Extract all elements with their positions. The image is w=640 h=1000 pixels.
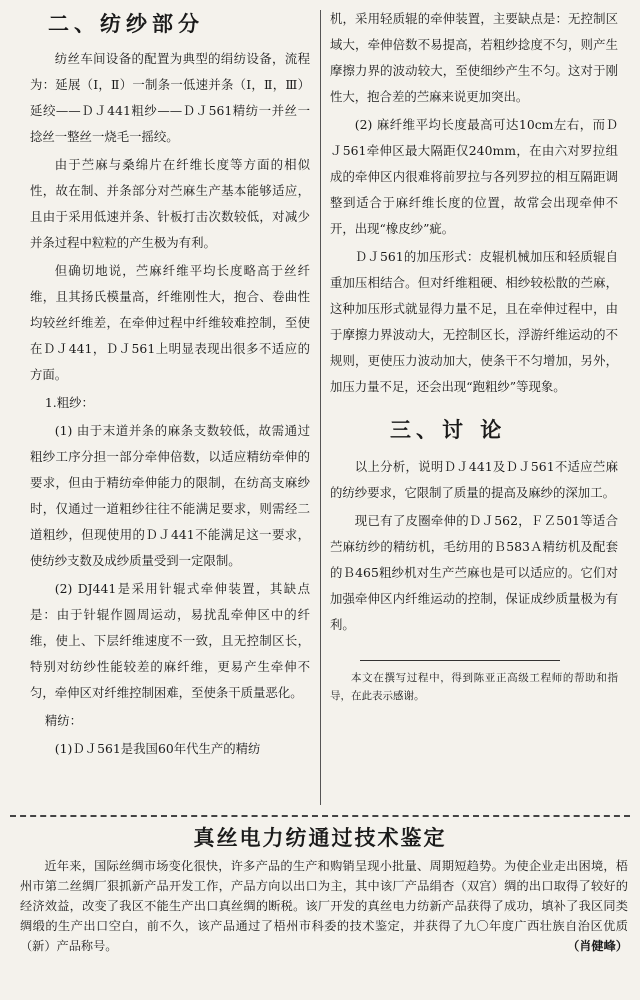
section-heading-spinning: 二、纺纱部分 bbox=[48, 11, 204, 36]
byline: （肖健峰） bbox=[567, 939, 628, 953]
left-column bbox=[30, 6, 310, 764]
paragraph: (2) DJ441是采用针辊式牵伸装置，其缺点是：由于针辊作圆周运动，易扰乱牵伸区中的纤维，使上、下层纤维速度不一致，且无控制区长，特别对纺纱性能较差的麻纤维，更易产生牵伸不匀，牵伸区对纤维控制困难，至使条干质量恶化。 bbox=[30, 581, 310, 700]
subheading-roving: 1.粗纱： bbox=[44, 395, 94, 410]
right-column bbox=[330, 6, 618, 705]
subheading-fine-spinning: 精纺： bbox=[44, 713, 83, 728]
paragraph: 以上分析，说明ＤＪ441及ＤＪ561不适应苎麻的纺纱要求，它限制了质量的提高及麻纱的深加工。 bbox=[330, 459, 618, 500]
paragraph: 纺丝车间设备的配置为典型的绢纺设备，流程为：延展（Ⅰ，Ⅱ）一制条一低速并条（Ⅰ，Ⅱ，Ⅲ）延绞——ＤＪ441粗纱——ＤＪ561精纺一并丝一捻丝一整丝一烧毛一摇绞。 bbox=[30, 51, 310, 144]
paragraph: 现已有了皮圈牵伸的ＤＪ562，ＦＺ501等适合苎麻纺纱的精纺机，毛纺用的Ｂ583Ａ精纺机及配套的Ｂ465粗纱机对生产苎麻也是可以适应的。它们对加强牵伸区内纤维运动的控制，保证成纱质量极为有利。 bbox=[330, 513, 618, 632]
paragraph: 由于苎麻与桑绵片在纤维长度等方面的相似性，故在制、并条部分对苎麻生产基本能够适应，且由于采用低速并条、针板打击次数较低，对减少并条过程中粒粒的产生极为有利。 bbox=[30, 157, 310, 250]
news-headline: 真丝电力纺通过技术鉴定 bbox=[193, 826, 447, 850]
paragraph: ＤＪ561的加压形式：皮辊机械加压和轻质辊自重加压相结合。但对纤维粗硬、相纱较松散的苎麻，这种加压形式就显得力量不足，且在牵伸过程中，由于摩擦力界波动大，无控制区长，浮游纤维运动的不规则，更使压力波动加大，使条干不匀增加，另外，加压力量不足，还会出现“跑粗纱”等现象。 bbox=[330, 249, 618, 394]
acknowledgement: 本文在撰写过程中，得到陈亚正高级工程师的帮助和指导，在此表示感谢。 bbox=[330, 672, 618, 702]
acknowledgement-rule bbox=[360, 660, 560, 661]
column-divider bbox=[320, 10, 321, 805]
section-heading-discussion: 三、讨 论 bbox=[390, 417, 507, 442]
news-article bbox=[20, 856, 628, 958]
paragraph: (1)ＤＪ561是我国60年代生产的精纺 bbox=[54, 741, 261, 756]
paragraph: (2) 麻纤维平均长度最高可达10cm左右，而ＤＪ561牵伸区最大隔距仅240mm，在由六对罗拉组成的牵伸区内很难将前罗拉与各列罗拉的相互隔距调整到适合于麻纤维长度的位置，故常会出现牵伸不开，出现“橡皮纱”疵。 bbox=[330, 117, 618, 236]
paragraph: 机，采用轻质辊的牵伸装置，主要缺点是：无控制区域大，牵伸倍数不易提高，若粗纱捻度不匀，则产生摩擦力界的波动较大，至使细纱产生不匀。这对于刚性大，抱合差的苎麻来说更加突出。 bbox=[330, 11, 618, 104]
paragraph: 但确切地说，苎麻纤维平均长度略高于丝纤维，且其扬氏模量高，纤维刚性大，抱合、卷曲性均较丝纤维差，在牵伸过程中纤维较难控制，至使在ＤＪ441，ＤＪ561上明显表现出很多不适应的方面。 bbox=[30, 263, 310, 382]
news-body-text: 近年来，国际丝绸市场变化很快，许多产品的生产和购销呈现小批量、周期短趋势。为使企业走出困境，梧州市第二丝绸厂狠抓新产品开发工作，产品方向以出口为主，其中该厂产品绢杏（双宫）绸的出口取得了较好的经济效益，改变了我区不能生产出口真丝绸的断税。该厂开发的真丝电力纺新产品获得了成功，填补了我区同类绸缎的生产出口空白，前不久，该产品通过了梧州市科委的技术鉴定，并获得了九〇年度广西壮族自治区优质（新）产品称号。 bbox=[20, 859, 628, 953]
paragraph: (1) 由于末道并条的麻条支数较低，故需通过粗纱工序分担一部分牵伸倍数，以适应精纺牵伸的要求，但由于精纺牵伸能力的限制，在纺高支麻纱时，仅通过一道粗纱往往不能满足要求，则需经二道粗纱，但现使用的ＤＪ441不能满足这一要求，使纺纱支数及成纱质量受到一定限制。 bbox=[30, 423, 310, 568]
news-body bbox=[20, 856, 628, 956]
section-divider bbox=[10, 815, 630, 817]
